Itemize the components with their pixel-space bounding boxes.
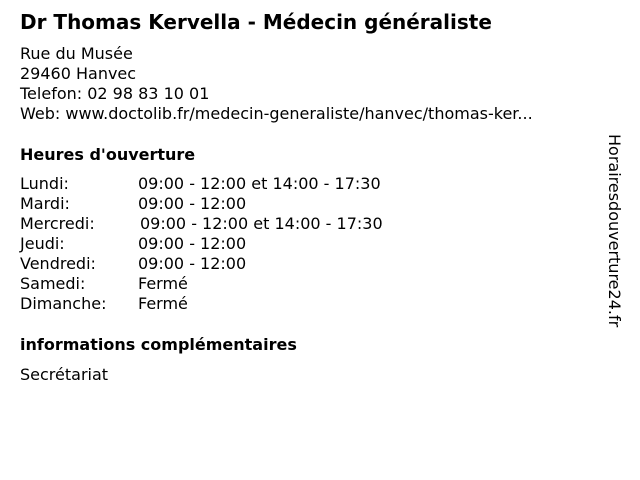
- address-city: 29460 Hanvec: [20, 64, 137, 83]
- time-value: Fermé: [138, 274, 188, 293]
- time-value: 09:00 - 12:00: [138, 194, 247, 213]
- day-label: Lundi:: [20, 174, 69, 193]
- day-label: Jeudi:: [20, 234, 65, 253]
- website-link[interactable]: Web: www.doctolib.fr/medecin-generaliste/hanvec/thomas-ker...: [20, 104, 533, 123]
- address-street: Rue du Musée: [20, 44, 133, 63]
- phone-number: Telefon: 02 98 83 10 01: [20, 84, 210, 103]
- day-label: Dimanche:: [20, 294, 107, 313]
- day-label: Vendredi:: [20, 254, 96, 273]
- time-value: 09:00 - 12:00 et 14:00 - 17:30: [140, 214, 383, 233]
- address-block: [20, 44, 533, 124]
- time-value: 09:00 - 12:00: [138, 234, 247, 253]
- additional-info-heading: informations complémentaires: [20, 335, 297, 354]
- page-title: Dr Thomas Kervella - Médecin généraliste: [20, 10, 492, 34]
- day-label: Mercredi:: [20, 214, 95, 233]
- opening-hours-heading: Heures d'ouverture: [20, 145, 196, 164]
- time-value: 09:00 - 12:00 et 14:00 - 17:30: [138, 174, 381, 193]
- time-value: 09:00 - 12:00: [138, 254, 247, 273]
- day-label: Samedi:: [20, 274, 86, 293]
- time-value: Fermé: [138, 294, 188, 313]
- additional-info-text: Secrétariat: [20, 365, 109, 384]
- day-label: Mardi:: [20, 194, 70, 213]
- site-watermark: Horairesdouverture24.fr: [605, 134, 624, 328]
